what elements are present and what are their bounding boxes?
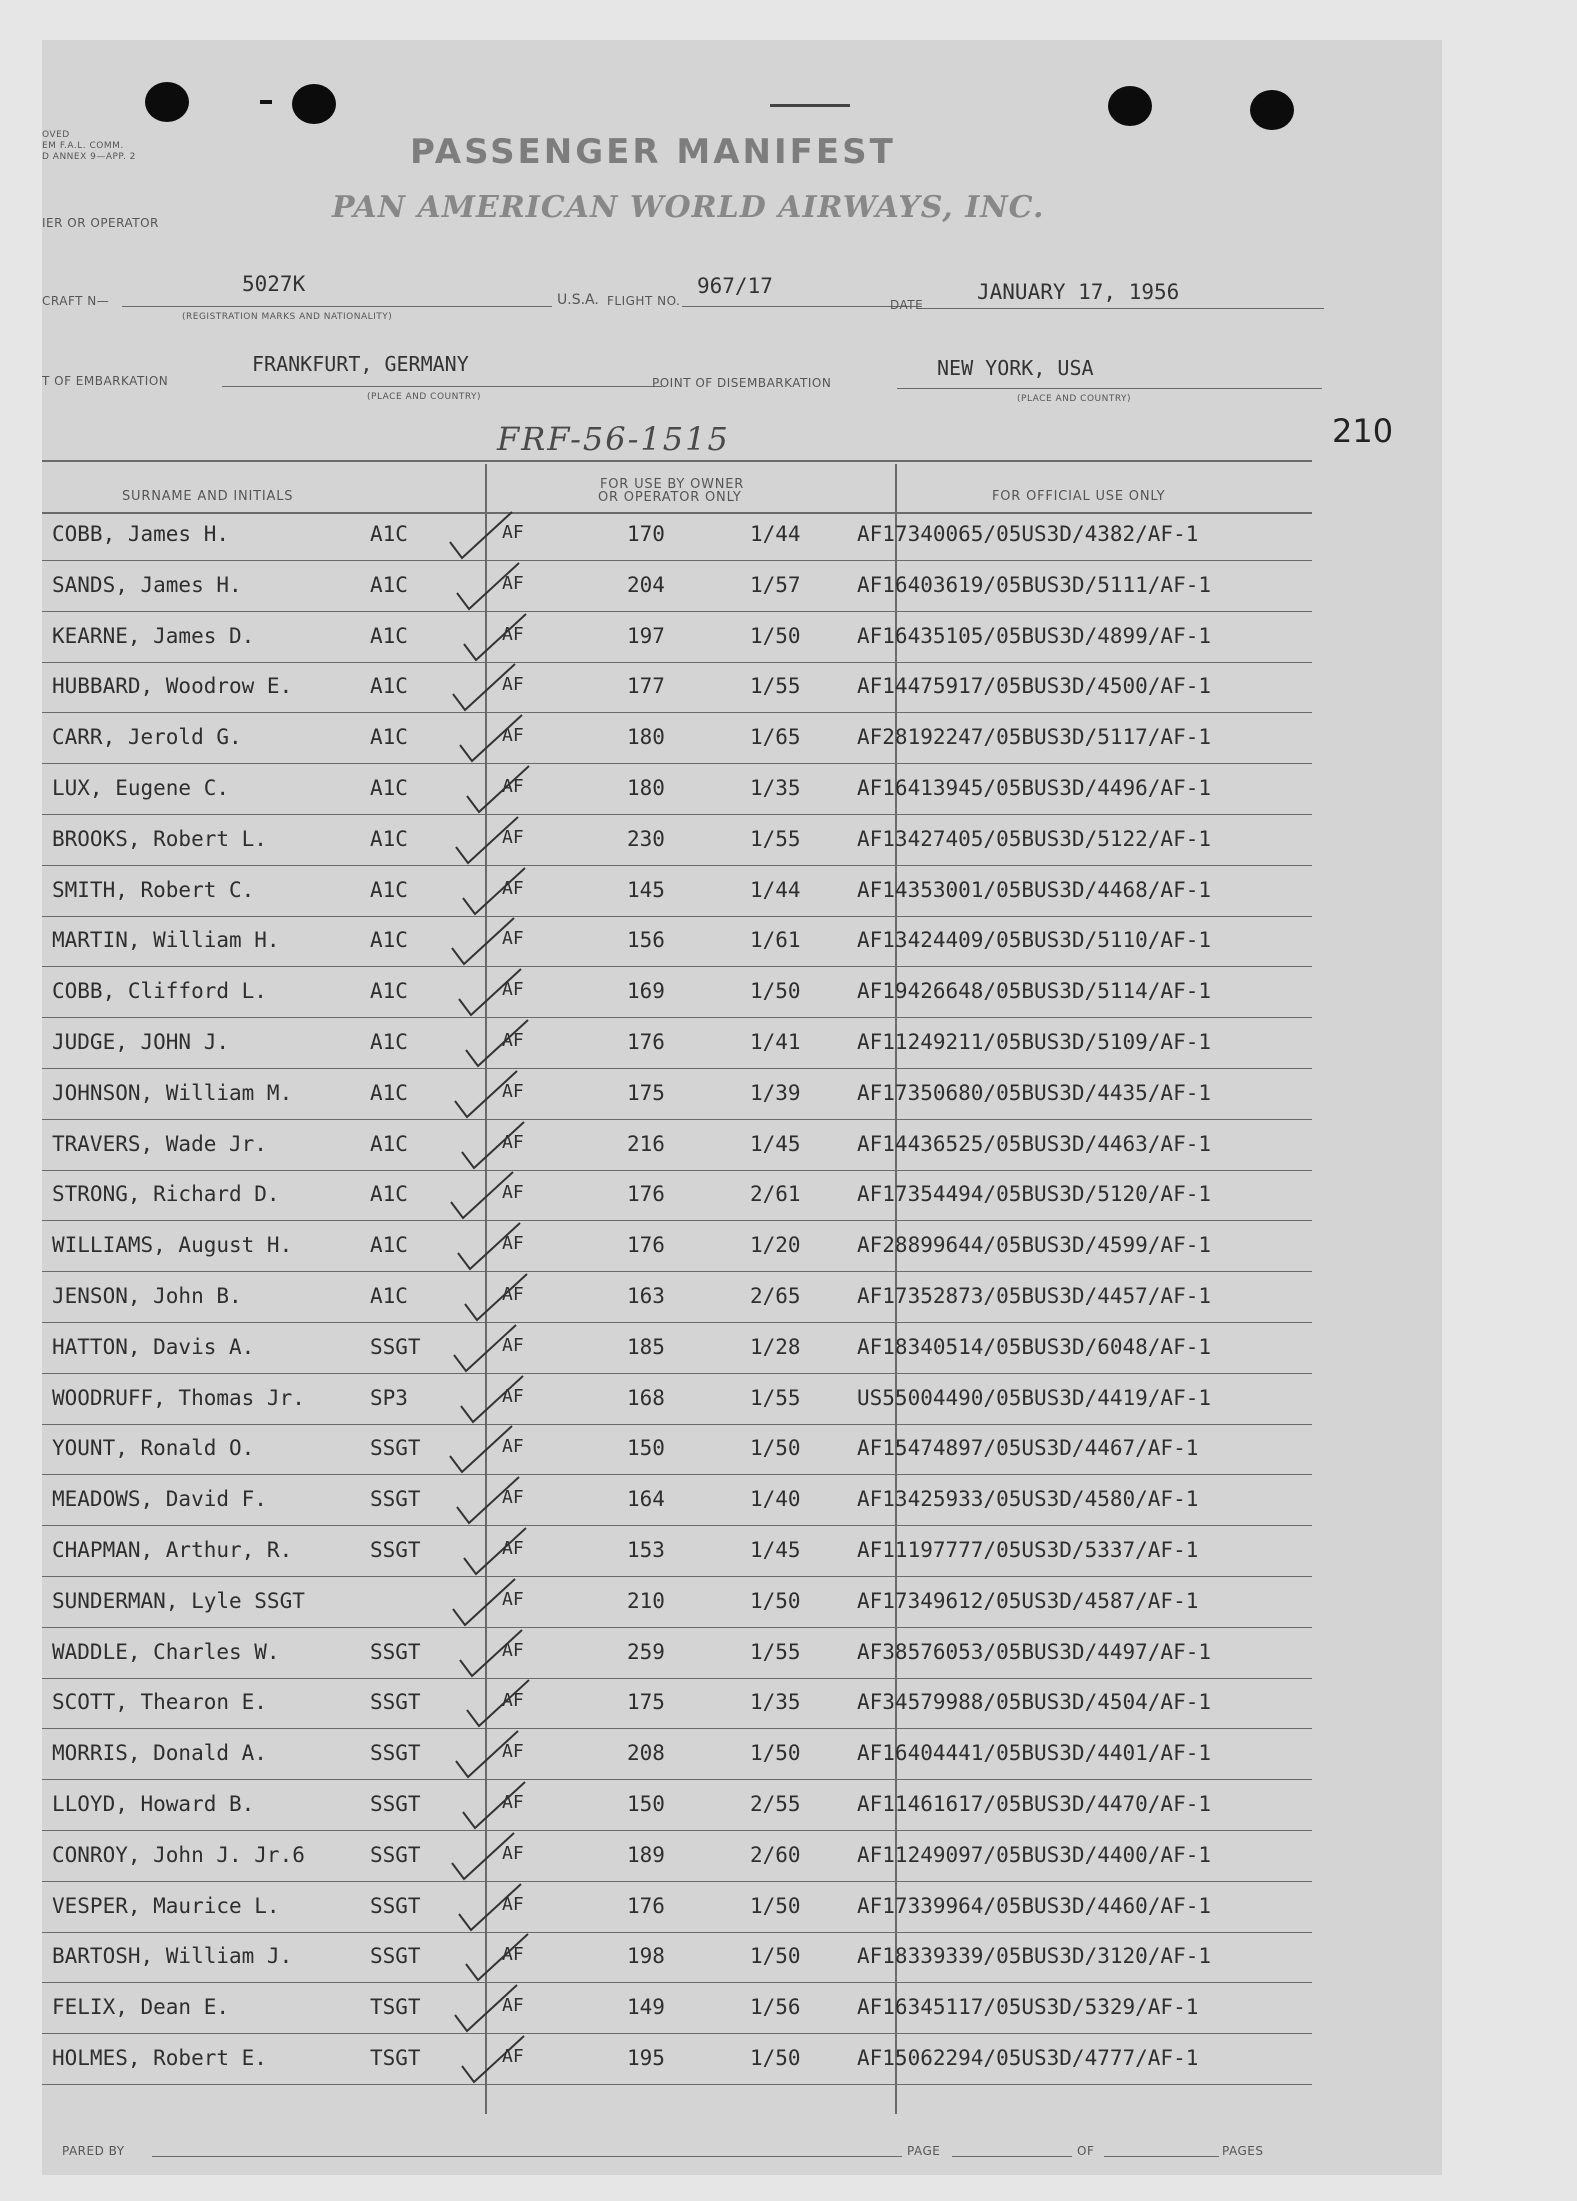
service-code: AF (502, 1385, 524, 1407)
passenger-name: TRAVERS, Wade Jr. (52, 1131, 267, 1156)
table-row (42, 1934, 1312, 1985)
row-rule (42, 1627, 1312, 1628)
service-code: AF (502, 1284, 524, 1305)
passenger-name: LUX, Eugene C. (52, 776, 230, 800)
service-code: AF (502, 1487, 524, 1509)
official-serial: AF16435105/05BUS3D/4899/AF-1 (857, 623, 1212, 648)
passenger-rank: A1C (370, 1131, 408, 1156)
date-rule (922, 308, 1324, 309)
passenger-rank: A1C (370, 674, 408, 699)
manifest-page (42, 40, 1442, 2175)
prepared-by-rule (152, 2156, 902, 2157)
table-row (42, 1833, 1312, 1884)
official-serial: AF11197777/05US3D/5337/AF-1 (857, 1538, 1199, 1562)
table-row (42, 1426, 1312, 1477)
row-rule (42, 1678, 1312, 1679)
passenger-name: SANDS, James H. (52, 572, 242, 597)
baggage-count: 1/61 (750, 928, 801, 953)
embark-label: T OF EMBARKATION (42, 374, 169, 388)
baggage-count: 1/55 (750, 1385, 801, 1410)
row-rule (42, 865, 1312, 866)
table-row (42, 1528, 1312, 1579)
page-number: 210 (1332, 412, 1394, 450)
baggage-count: 1/57 (750, 572, 801, 597)
baggage-count: 2/60 (750, 1842, 801, 1867)
passenger-rank: SSGT (370, 1893, 421, 1918)
official-serial: US55004490/05BUS3D/4419/AF-1 (857, 1385, 1212, 1410)
passenger-rank: SSGT (370, 1741, 421, 1766)
service-code: AF (502, 1182, 524, 1204)
service-code: AF (502, 1538, 524, 1559)
service-code: AF (502, 1588, 524, 1610)
passenger-weight: 195 (627, 2046, 665, 2070)
disembark-rule (897, 388, 1322, 389)
table-row (42, 1884, 1312, 1935)
embark-value: FRANKFURT, GERMANY (252, 352, 469, 376)
table-row (42, 1122, 1312, 1173)
flight-rule (682, 306, 922, 307)
table-row (42, 868, 1312, 919)
passenger-name: WILLIAMS, August H. (52, 1233, 293, 1258)
passenger-name: MORRIS, Donald A. (52, 1741, 267, 1766)
registration-caption: (REGISTRATION MARKS AND NATIONALITY) (182, 312, 393, 322)
passenger-weight: 153 (627, 1538, 665, 1562)
row-rule (42, 1220, 1312, 1221)
column-header-owner-line2: OR OPERATOR ONLY (598, 490, 742, 505)
passenger-rank: A1C (370, 623, 408, 648)
place-caption-1: (PLACE AND COUNTRY) (367, 392, 482, 402)
baggage-count: 1/56 (750, 1995, 801, 2020)
passenger-weight: 230 (627, 826, 665, 851)
passenger-rank: SSGT (370, 1334, 421, 1359)
prepared-by-label: PARED BY (62, 2144, 125, 2158)
baggage-count: 1/41 (750, 1030, 801, 1054)
row-rule (42, 1932, 1312, 1933)
passenger-weight: 210 (627, 1588, 665, 1613)
service-code: AF (502, 725, 524, 747)
row-rule (42, 1017, 1312, 1018)
row-rule (42, 814, 1312, 815)
service-code: AF (502, 572, 524, 594)
row-rule (42, 1424, 1312, 1425)
table-row (42, 1782, 1312, 1833)
service-code: AF (502, 674, 524, 696)
passenger-weight: 176 (627, 1182, 665, 1207)
aircraft-rule (122, 306, 552, 307)
row-rule (42, 1271, 1312, 1272)
table-row (42, 664, 1312, 715)
baggage-count: 1/35 (750, 1690, 801, 1715)
official-serial: AF13424409/05BUS3D/5110/AF-1 (857, 928, 1212, 953)
service-code: AF (502, 928, 524, 950)
service-code: AF (502, 1131, 524, 1153)
service-code: AF (502, 522, 524, 543)
approval-line-1: OVED (42, 130, 70, 140)
row-rule (42, 2084, 1312, 2085)
official-serial: AF16403619/05BUS3D/5111/AF-1 (857, 572, 1212, 597)
service-code: AF (502, 776, 524, 797)
disembark-value: NEW YORK, USA (937, 356, 1094, 380)
official-serial: AF17340065/05US3D/4382/AF-1 (857, 522, 1199, 546)
approval-line-2: EM F.A.L. COMM. (42, 141, 124, 151)
passenger-weight: 163 (627, 1284, 665, 1308)
baggage-count: 1/45 (750, 1538, 801, 1562)
pages-label: PAGES (1222, 2144, 1264, 2158)
service-code: AF (502, 1436, 524, 1458)
service-code: AF (502, 1030, 524, 1051)
table-top-rule (42, 460, 1312, 462)
official-serial: AF17339964/05BUS3D/4460/AF-1 (857, 1893, 1212, 1918)
passenger-weight: 259 (627, 1639, 665, 1664)
official-serial: AF34579988/05BUS3D/4504/AF-1 (857, 1690, 1212, 1715)
row-rule (42, 763, 1312, 764)
table-row (42, 1020, 1312, 1071)
of-rule (1104, 2156, 1219, 2157)
table-row (42, 1274, 1312, 1325)
official-serial: AF16345117/05US3D/5329/AF-1 (857, 1995, 1199, 2020)
row-rule (42, 1779, 1312, 1780)
passenger-weight: 180 (627, 725, 665, 750)
official-serial: AF15474897/05US3D/4467/AF-1 (857, 1436, 1199, 1461)
row-rule (42, 712, 1312, 713)
passenger-weight: 197 (627, 623, 665, 648)
row-rule (42, 1982, 1312, 1983)
row-rule (42, 1881, 1312, 1882)
table-row (42, 766, 1312, 817)
column-header-owner-line1: FOR USE BY OWNER (600, 477, 745, 492)
passenger-rank: A1C (370, 1030, 408, 1054)
carrier-name: PAN AMERICAN WORLD AIRWAYS, INC. (332, 190, 1045, 225)
official-serial: AF17349612/05US3D/4587/AF-1 (857, 1588, 1199, 1613)
baggage-count: 1/55 (750, 1639, 801, 1664)
passenger-weight: 145 (627, 877, 665, 902)
row-rule (42, 966, 1312, 967)
passenger-rank: A1C (370, 1284, 408, 1308)
passenger-name: JENSON, John B. (52, 1284, 242, 1308)
passenger-weight: 168 (627, 1385, 665, 1410)
row-rule (42, 1068, 1312, 1069)
passenger-weight: 164 (627, 1487, 665, 1512)
of-label: OF (1077, 2144, 1095, 2158)
official-serial: AF17352873/05BUS3D/4457/AF-1 (857, 1284, 1212, 1308)
passenger-name: SCOTT, Thearon E. (52, 1690, 267, 1715)
embark-rule (222, 386, 662, 387)
owner-label: IER OR OPERATOR (42, 216, 159, 230)
row-rule (42, 1525, 1312, 1526)
passenger-name: COBB, James H. (52, 522, 230, 546)
official-serial: AF11249211/05BUS3D/5109/AF-1 (857, 1030, 1212, 1054)
passenger-rank: SSGT (370, 1639, 421, 1664)
service-code: AF (502, 1690, 524, 1712)
passenger-rank: A1C (370, 725, 408, 750)
passenger-rank: A1C (370, 1233, 408, 1258)
passenger-name: BARTOSH, William J. (52, 1944, 293, 1969)
table-row (42, 1731, 1312, 1782)
baggage-count: 1/65 (750, 725, 801, 750)
passenger-rank: SP3 (370, 1385, 408, 1410)
official-serial: AF28192247/05BUS3D/5117/AF-1 (857, 725, 1212, 750)
date-value: JANUARY 17, 1956 (977, 280, 1180, 304)
official-serial: AF16404441/05BUS3D/4401/AF-1 (857, 1741, 1212, 1766)
baggage-count: 1/40 (750, 1487, 801, 1512)
baggage-count: 2/55 (750, 1792, 801, 1816)
service-code: AF (502, 1639, 524, 1661)
table-row (42, 969, 1312, 1020)
passenger-rank: TSGT (370, 1995, 421, 2020)
table-row (42, 1985, 1312, 2036)
flight-value: 967/17 (697, 274, 773, 298)
official-serial: AF14353001/05BUS3D/4468/AF-1 (857, 877, 1212, 902)
row-rule (42, 1170, 1312, 1171)
table-row (42, 1477, 1312, 1528)
top-dash (770, 104, 850, 107)
official-serial: AF38576053/05BUS3D/4497/AF-1 (857, 1639, 1212, 1664)
baggage-count: 1/44 (750, 877, 801, 902)
passenger-name: HATTON, Davis A. (52, 1334, 255, 1359)
passenger-rank: A1C (370, 826, 408, 851)
hole-dash (260, 100, 272, 104)
baggage-count: 1/45 (750, 1131, 801, 1156)
passenger-name: MARTIN, William H. (52, 928, 280, 953)
punch-hole (145, 82, 189, 122)
passenger-name: YOUNT, Ronald O. (52, 1436, 255, 1461)
official-serial: AF13425933/05US3D/4580/AF-1 (857, 1487, 1199, 1512)
passenger-weight: 176 (627, 1893, 665, 1918)
passenger-rank: SSGT (370, 1944, 421, 1969)
passenger-name: CARR, Jerold G. (52, 725, 242, 750)
page-label: PAGE (907, 2144, 941, 2158)
row-rule (42, 1119, 1312, 1120)
passenger-name: WOODRUFF, Thomas Jr. (52, 1385, 305, 1410)
passenger-name: VESPER, Maurice L. (52, 1893, 280, 1918)
passenger-rank: SSGT (370, 1792, 421, 1816)
service-code: AF (502, 1792, 524, 1813)
table-row (42, 1680, 1312, 1731)
baggage-count: 1/44 (750, 522, 801, 546)
table-row (42, 918, 1312, 969)
passenger-rank: A1C (370, 1080, 408, 1105)
official-serial: AF18339339/05BUS3D/3120/AF-1 (857, 1944, 1212, 1969)
passenger-name: CHAPMAN, Arthur, R. (52, 1538, 293, 1562)
check-mark-icon (442, 2030, 532, 2090)
passenger-name: KEARNE, James D. (52, 623, 255, 648)
passenger-weight: 176 (627, 1030, 665, 1054)
official-serial: AF14436525/05BUS3D/4463/AF-1 (857, 1131, 1212, 1156)
passenger-name: JOHNSON, William M. (52, 1080, 293, 1105)
passenger-rank: A1C (370, 1182, 408, 1207)
usa-label: U.S.A. (557, 292, 599, 308)
passenger-weight: 180 (627, 776, 665, 800)
passenger-rank: A1C (370, 776, 408, 800)
passenger-weight: 216 (627, 1131, 665, 1156)
service-code: AF (502, 1334, 524, 1356)
table-row (42, 1579, 1312, 1630)
table-row (42, 512, 1312, 563)
service-code: AF (502, 1944, 524, 1966)
column-header-official: FOR OFFICIAL USE ONLY (992, 489, 1166, 504)
baggage-count: 1/50 (750, 623, 801, 648)
flight-label: FLIGHT NO. (607, 294, 681, 308)
passenger-weight: 150 (627, 1436, 665, 1461)
passenger-weight: 177 (627, 674, 665, 699)
baggage-count: 2/65 (750, 1284, 801, 1308)
row-rule (42, 560, 1312, 561)
passenger-rank: SSGT (370, 1842, 421, 1867)
service-code: AF (502, 1893, 524, 1915)
table-row (42, 1376, 1312, 1427)
passenger-name: BROOKS, Robert L. (52, 826, 267, 851)
aircraft-label: CRAFT N— (42, 294, 110, 308)
place-caption-2: (PLACE AND COUNTRY) (1017, 394, 1132, 404)
row-rule (42, 1576, 1312, 1577)
passenger-rank: A1C (370, 572, 408, 597)
baggage-count: 1/50 (750, 1944, 801, 1969)
service-code: AF (502, 623, 524, 645)
passenger-name: JUDGE, JOHN J. (52, 1030, 230, 1054)
service-code: AF (502, 1842, 524, 1864)
baggage-count: 1/50 (750, 2046, 801, 2070)
passenger-weight: 185 (627, 1334, 665, 1359)
official-serial: AF15062294/05US3D/4777/AF-1 (857, 2046, 1199, 2070)
official-serial: AF18340514/05BUS3D/6048/AF-1 (857, 1334, 1212, 1359)
passenger-rank: SSGT (370, 1690, 421, 1715)
punch-hole (292, 84, 336, 124)
row-rule (42, 1474, 1312, 1475)
official-serial: AF11461617/05BUS3D/4470/AF-1 (857, 1792, 1212, 1816)
baggage-count: 1/35 (750, 776, 801, 800)
baggage-count: 1/50 (750, 979, 801, 1004)
table-row (42, 817, 1312, 868)
official-serial: AF13427405/05BUS3D/5122/AF-1 (857, 826, 1212, 851)
passenger-rank: A1C (370, 522, 408, 546)
baggage-count: 1/39 (750, 1080, 801, 1105)
passenger-weight: 198 (627, 1944, 665, 1969)
passenger-weight: 204 (627, 572, 665, 597)
row-rule (42, 1373, 1312, 1374)
baggage-count: 1/55 (750, 674, 801, 699)
service-code: AF (502, 1233, 524, 1255)
page-title: PASSENGER MANIFEST (410, 132, 896, 172)
table-row (42, 1630, 1312, 1681)
service-code: AF (502, 1741, 524, 1763)
passenger-rank: A1C (370, 979, 408, 1004)
table-row (42, 2036, 1312, 2087)
baggage-count: 1/50 (750, 1436, 801, 1461)
service-code: AF (502, 1995, 524, 2017)
column-header-surname: SURNAME AND INITIALS (122, 489, 294, 504)
service-code: AF (502, 826, 524, 848)
passenger-rank: SSGT (370, 1538, 421, 1562)
row-rule (42, 1830, 1312, 1831)
row-rule (42, 916, 1312, 917)
passenger-name: COBB, Clifford L. (52, 979, 267, 1004)
passenger-weight: 169 (627, 979, 665, 1004)
baggage-count: 1/20 (750, 1233, 801, 1258)
table-row (42, 1071, 1312, 1122)
service-code: AF (502, 877, 524, 899)
passenger-weight: 176 (627, 1233, 665, 1258)
passenger-weight: 170 (627, 522, 665, 546)
official-serial: AF14475917/05BUS3D/4500/AF-1 (857, 674, 1212, 699)
passenger-rank: A1C (370, 877, 408, 902)
date-label: DATE (890, 298, 924, 312)
punch-hole (1250, 90, 1294, 130)
passenger-weight: 189 (627, 1842, 665, 1867)
page-rule (952, 2156, 1072, 2157)
baggage-count: 1/28 (750, 1334, 801, 1359)
baggage-count: 1/50 (750, 1893, 801, 1918)
baggage-count: 1/50 (750, 1588, 801, 1613)
handwritten-reference: FRF-56-1515 (497, 420, 730, 458)
passenger-weight: 175 (627, 1080, 665, 1105)
baggage-count: 1/55 (750, 826, 801, 851)
passenger-name: HOLMES, Robert E. (52, 2046, 267, 2070)
passenger-name: SUNDERMAN, Lyle SSGT (52, 1588, 305, 1613)
passenger-rank: A1C (370, 928, 408, 953)
punch-hole (1108, 86, 1152, 126)
passenger-name: CONROY, John J. Jr.6 (52, 1842, 305, 1867)
passenger-rank: SSGT (370, 1487, 421, 1512)
passenger-name: LLOYD, Howard B. (52, 1792, 255, 1816)
official-serial: AF17350680/05BUS3D/4435/AF-1 (857, 1080, 1212, 1105)
disembark-label: POINT OF DISEMBARKATION (652, 376, 832, 390)
passenger-name: STRONG, Richard D. (52, 1182, 280, 1207)
table-row (42, 614, 1312, 665)
baggage-count: 1/50 (750, 1741, 801, 1766)
passenger-name: WADDLE, Charles W. (52, 1639, 280, 1664)
aircraft-value: 5027K (242, 272, 306, 296)
passenger-weight: 208 (627, 1741, 665, 1766)
row-rule (42, 1322, 1312, 1323)
official-serial: AF19426648/05BUS3D/5114/AF-1 (857, 979, 1212, 1004)
row-rule (42, 611, 1312, 612)
passenger-rank: SSGT (370, 1436, 421, 1461)
official-serial: AF28899644/05BUS3D/4599/AF-1 (857, 1233, 1212, 1258)
baggage-count: 2/61 (750, 1182, 801, 1207)
table-row (42, 715, 1312, 766)
passenger-weight: 175 (627, 1690, 665, 1715)
official-serial: AF16413945/05BUS3D/4496/AF-1 (857, 776, 1212, 800)
passenger-weight: 156 (627, 928, 665, 953)
row-rule (42, 2033, 1312, 2034)
passenger-name: MEADOWS, David F. (52, 1487, 267, 1512)
official-serial: AF11249097/05BUS3D/4400/AF-1 (857, 1842, 1212, 1867)
approval-line-3: D ANNEX 9—APP. 2 (42, 152, 136, 162)
row-rule (42, 662, 1312, 663)
passenger-name: SMITH, Robert C. (52, 877, 255, 902)
table-row (42, 1223, 1312, 1274)
passenger-name: HUBBARD, Woodrow E. (52, 674, 293, 699)
passenger-rank: TSGT (370, 2046, 421, 2070)
table-row (42, 1325, 1312, 1376)
service-code: AF (502, 979, 524, 1001)
passenger-weight: 150 (627, 1792, 665, 1816)
passenger-weight: 149 (627, 1995, 665, 2020)
table-row (42, 563, 1312, 614)
service-code: AF (502, 2046, 524, 2067)
official-serial: AF17354494/05BUS3D/5120/AF-1 (857, 1182, 1212, 1207)
service-code: AF (502, 1080, 524, 1102)
row-rule (42, 1728, 1312, 1729)
passenger-name: FELIX, Dean E. (52, 1995, 230, 2020)
table-row (42, 1172, 1312, 1223)
